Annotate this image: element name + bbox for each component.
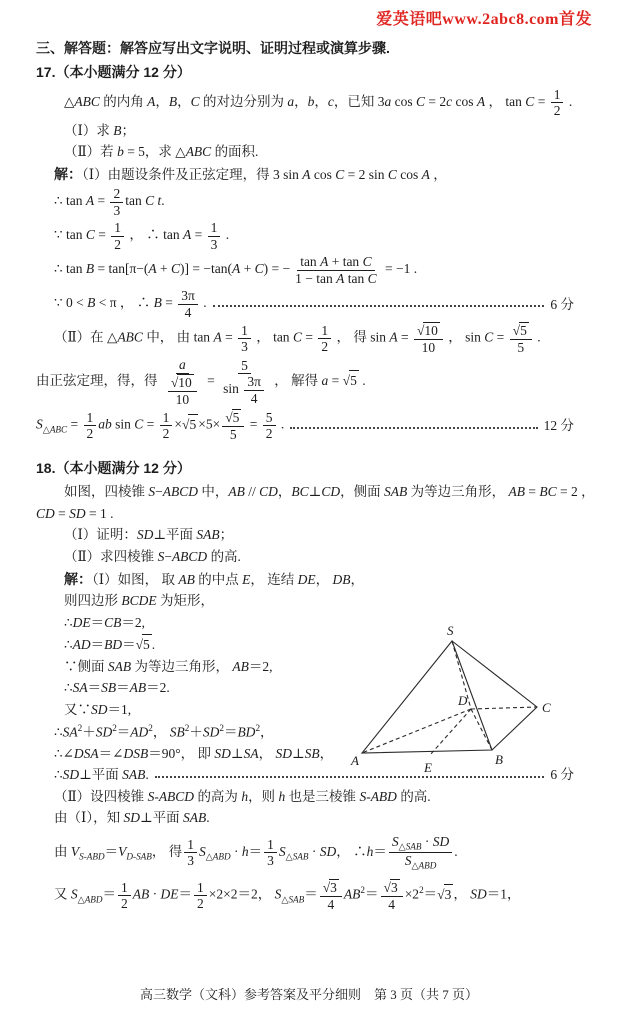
pyramid-figure [350,620,568,778]
edge-DC-dashed [471,707,537,709]
p18-solution-12: 由（Ⅰ），知 SD⊥平面 SAB. [54,810,210,826]
edge-DB-dashed [471,709,492,750]
score-badge-6: 6 分 [550,296,574,312]
vertex-label-A: A [351,753,359,768]
p17-title: 17.（本小题满分 12 分） [36,64,191,81]
p17-solution-6: （Ⅱ）在 △ABC 中， 由 tan A = $\frac{1}{3}$ ， tan C = $\frac{1}{2}$ ， 得 sin A = $\frac{√10}{10}$ ， sin C = $\frac{√5}{5}$ . [54,322,541,355]
p18-solution-1 [36,569,574,590]
p18-solution-5: ∵侧面 SAB 为等边三角形， AB＝2, [64,658,273,674]
score-badge-6: 6 分 [550,767,574,783]
score-badge-12: 12 分 [543,417,574,433]
p17-solution-8 [36,409,574,442]
p18-solution-4: ∴AD＝BD＝√5 . [36,634,574,655]
p17-solution-5-text: ∵ 0 < B < π ， ∴ B = $\frac{3\pi}{4}$ . [54,288,207,320]
dotted-leader [290,427,537,429]
p18-question-1: （Ⅰ）证明：SD⊥平面 SAB； [64,527,234,543]
solution-label: 解： [54,165,82,182]
edge-DE-dashed [430,709,471,755]
p18-solution-9: ∴∠DSA＝∠DSB＝90°， 即 SD⊥SA， SD⊥SB， [54,745,334,761]
section-header: 三、解答题：解答应写出文字说明、证明过程或演算步骤. [36,40,390,56]
p18-solution-11: （Ⅱ）设四棱锥 S-ABCD 的高为 h，则 h 也是三棱锥 S-ABD 的高. [54,788,431,804]
p17-solution-5 [36,288,574,320]
p17-solution-8-text: $S_{\triangle ABC}$ = $\frac{1}{2}$ ab sin C = $\frac{1}{2}$ ×√5 ×5× $\frac{√5}{5}$ = $\frac{5}{2}$ . [36,409,285,442]
p18-solution-3: ∴DE＝CB＝2, [64,614,145,630]
p17-question-1: （Ⅰ）求 B； [64,122,135,138]
p18-solution-13: 由 $V_{S-ABD}=V_{D-SAB}$， 得 $\frac{1}{3}$ $S_{\triangle ABD} \cdot h=$ $\frac{1}{3}$ $S_{\triangle SAB}$ · SD， ∴h＝ $\frac{S_{\triangle SAB} \cdot SD}{S_{\triangle ABD}}$ . [54,833,458,871]
p17-solution-1 [36,164,574,185]
p18-intro-2: CD = SD = 1 . [36,505,114,521]
p18-intro-1: 如图，四棱锥 S−ABCD 中，AB // CD，BC⊥CD，侧面 SAB 为等边三角形， AB = BC = 2 ， [64,484,595,500]
p17-solution-1-text: （Ⅰ）由题设条件及正弦定理，得 3 sin A cos C = 2 sin C cos A ， [82,166,447,182]
p18-solution-8: $\therefore SA^2+SD^2=AD^2$， $SB^2+SD^2=BD^2$， [54,722,274,740]
p17-solution-2: ∴ tan A = $\frac{2}{3}$ tan C t. [54,186,165,218]
watermark: 爱英语吧www.2abc8.com首发 [376,11,592,28]
vertex-label-C: C [542,700,551,715]
p18-solution-7: 又∵SD＝1, [64,701,132,717]
vertex-label-S: S [447,623,454,638]
edge-SA-AB-BS [362,641,492,753]
p18-solution-14: 又 $S_{\triangle ABD}=$ $\frac{1}{2}$ AB · DE＝ $\frac{1}{2}$ ×2×2＝2， $S_{\triangle SAB}=$ $\frac{√3}{4}$ $AB^2=$ $\frac{√3}{4}$ $\times 2^2=√3$ ， SD＝1， [54,879,521,912]
p17-given: △ABC 的内角 A，B，C 的对边分别为 a，b，c，已知 3a cos C = 2c cos A ， tan C = $\frac{1}{2}$ . [64,86,573,119]
p17-solution-7: 由正弦定理，得，得 $\frac{a}{\frac{√10}{10}}$ = 5 sin $\frac{3\pi}{4}$ ， 解得 a = √5 . [36,357,366,407]
p17-question-2: （Ⅱ）若 b = 5，求 △ABC 的面积. [64,144,259,160]
p17-solution-4: ∴ tan B = tan[π−(A + C)] = −tan(A + C) = − $\frac{\text{tan A + tan C}}{\text{1 − tan A tan C}}$ = −1 . [54,254,418,286]
p18-solution-10-text: ∴SD⊥平面 SAB. [54,767,149,783]
p18-solution-1-text: （Ⅰ）如图， 取 AB 的中点 E， 连结 DE， DB， [92,571,364,587]
p18-title: 18.（本小题满分 12 分） [36,460,191,477]
p18-question-2: （Ⅱ）求四棱锥 S−ABCD 的高. [64,549,241,565]
dotted-leader [213,305,545,307]
vertex-label-E: E [424,760,432,775]
solution-label: 解： [64,570,92,587]
vertex-label-B: B [495,752,503,767]
p18-solution-2: 则四边形 BCDE 为矩形， [64,593,214,609]
edge-DA-dashed [362,709,471,753]
p17-solution-3: ∵ tan C = $\frac{1}{2}$ ， ∴ tan A = $\frac{1}{3}$ . [54,220,230,252]
p18-solution-6: ∴SA＝SB＝AB＝2. [64,680,170,696]
vertex-label-D: D [458,693,468,708]
page-footer: 高三数学（文科）参考答案及平分细则 第 3 页（共 7 页） [139,987,478,1002]
